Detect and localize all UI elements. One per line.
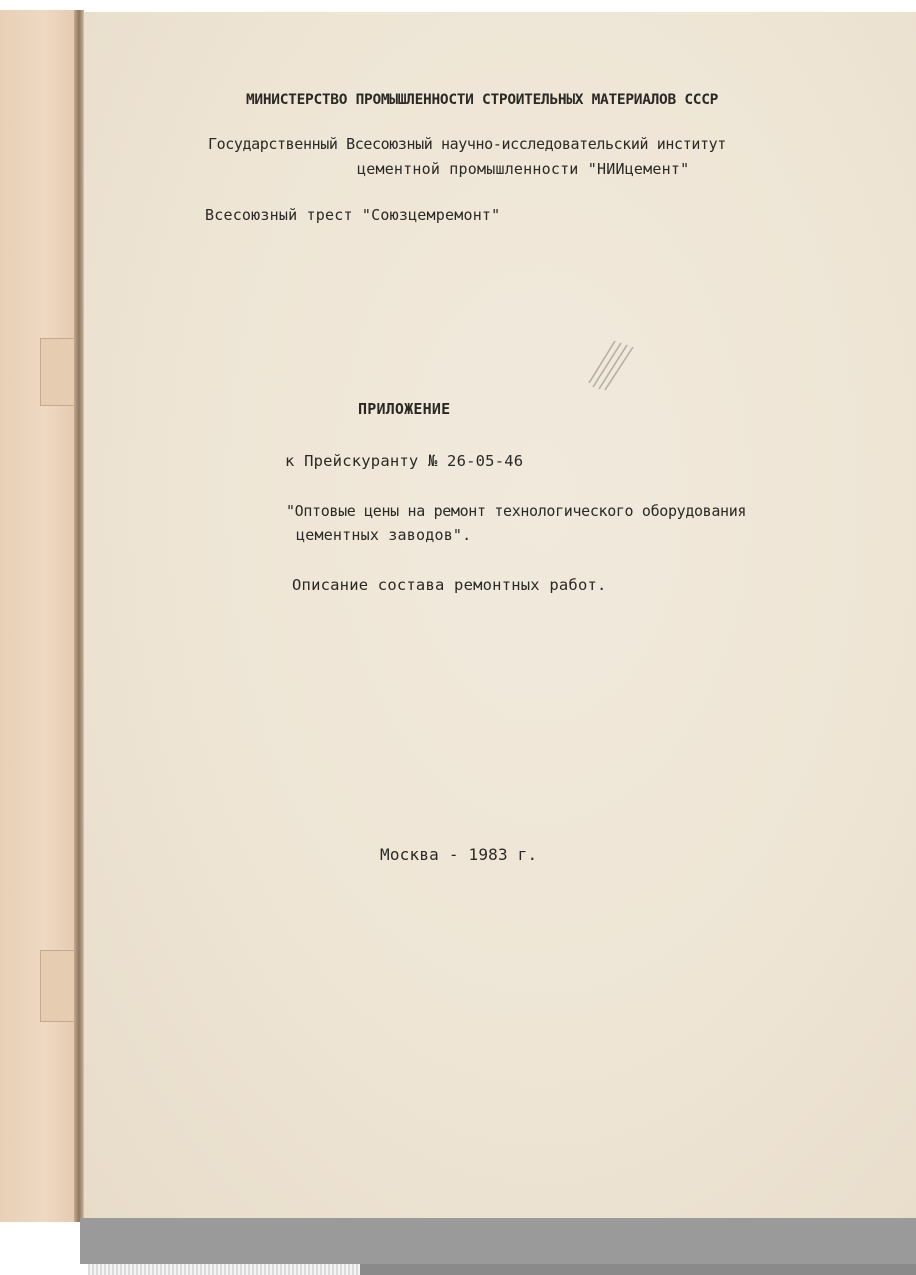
scan-edge-strip: [88, 1264, 360, 1275]
subject-line2: цементных заводов".: [296, 526, 472, 544]
institute-name-line1: Государственный Всесоюзный научно-исследовательский институт: [208, 135, 726, 153]
subject-line1: "Оптовые цены на ремонт технологического оборудования: [286, 502, 747, 520]
left-page-edge: [0, 10, 81, 1222]
description-line: Описание состава ремонтных работ.: [292, 576, 607, 594]
institute-name-line2: цементной промышленности "НИИцемент": [357, 160, 690, 178]
ministry-heading: МИНИСТЕРСТВО ПРОМЫШЛЕННОСТИ СТРОИТЕЛЬНЫХ МАТЕРИАЛОВ СССР: [246, 92, 719, 108]
title-page: [83, 12, 916, 1220]
place-and-year: Москва - 1983 г.: [380, 845, 538, 864]
trust-name: Всесоюзный трест "Союзцемремонт": [205, 206, 501, 224]
price-list-reference: к Прейскуранту № 26-05-46: [285, 452, 524, 470]
ink-smudge: [585, 335, 645, 395]
scan-edge-strip: [360, 1264, 916, 1275]
scanner-shadow: [80, 1218, 916, 1264]
appendix-title: ПРИЛОЖЕНИЕ: [358, 400, 451, 418]
